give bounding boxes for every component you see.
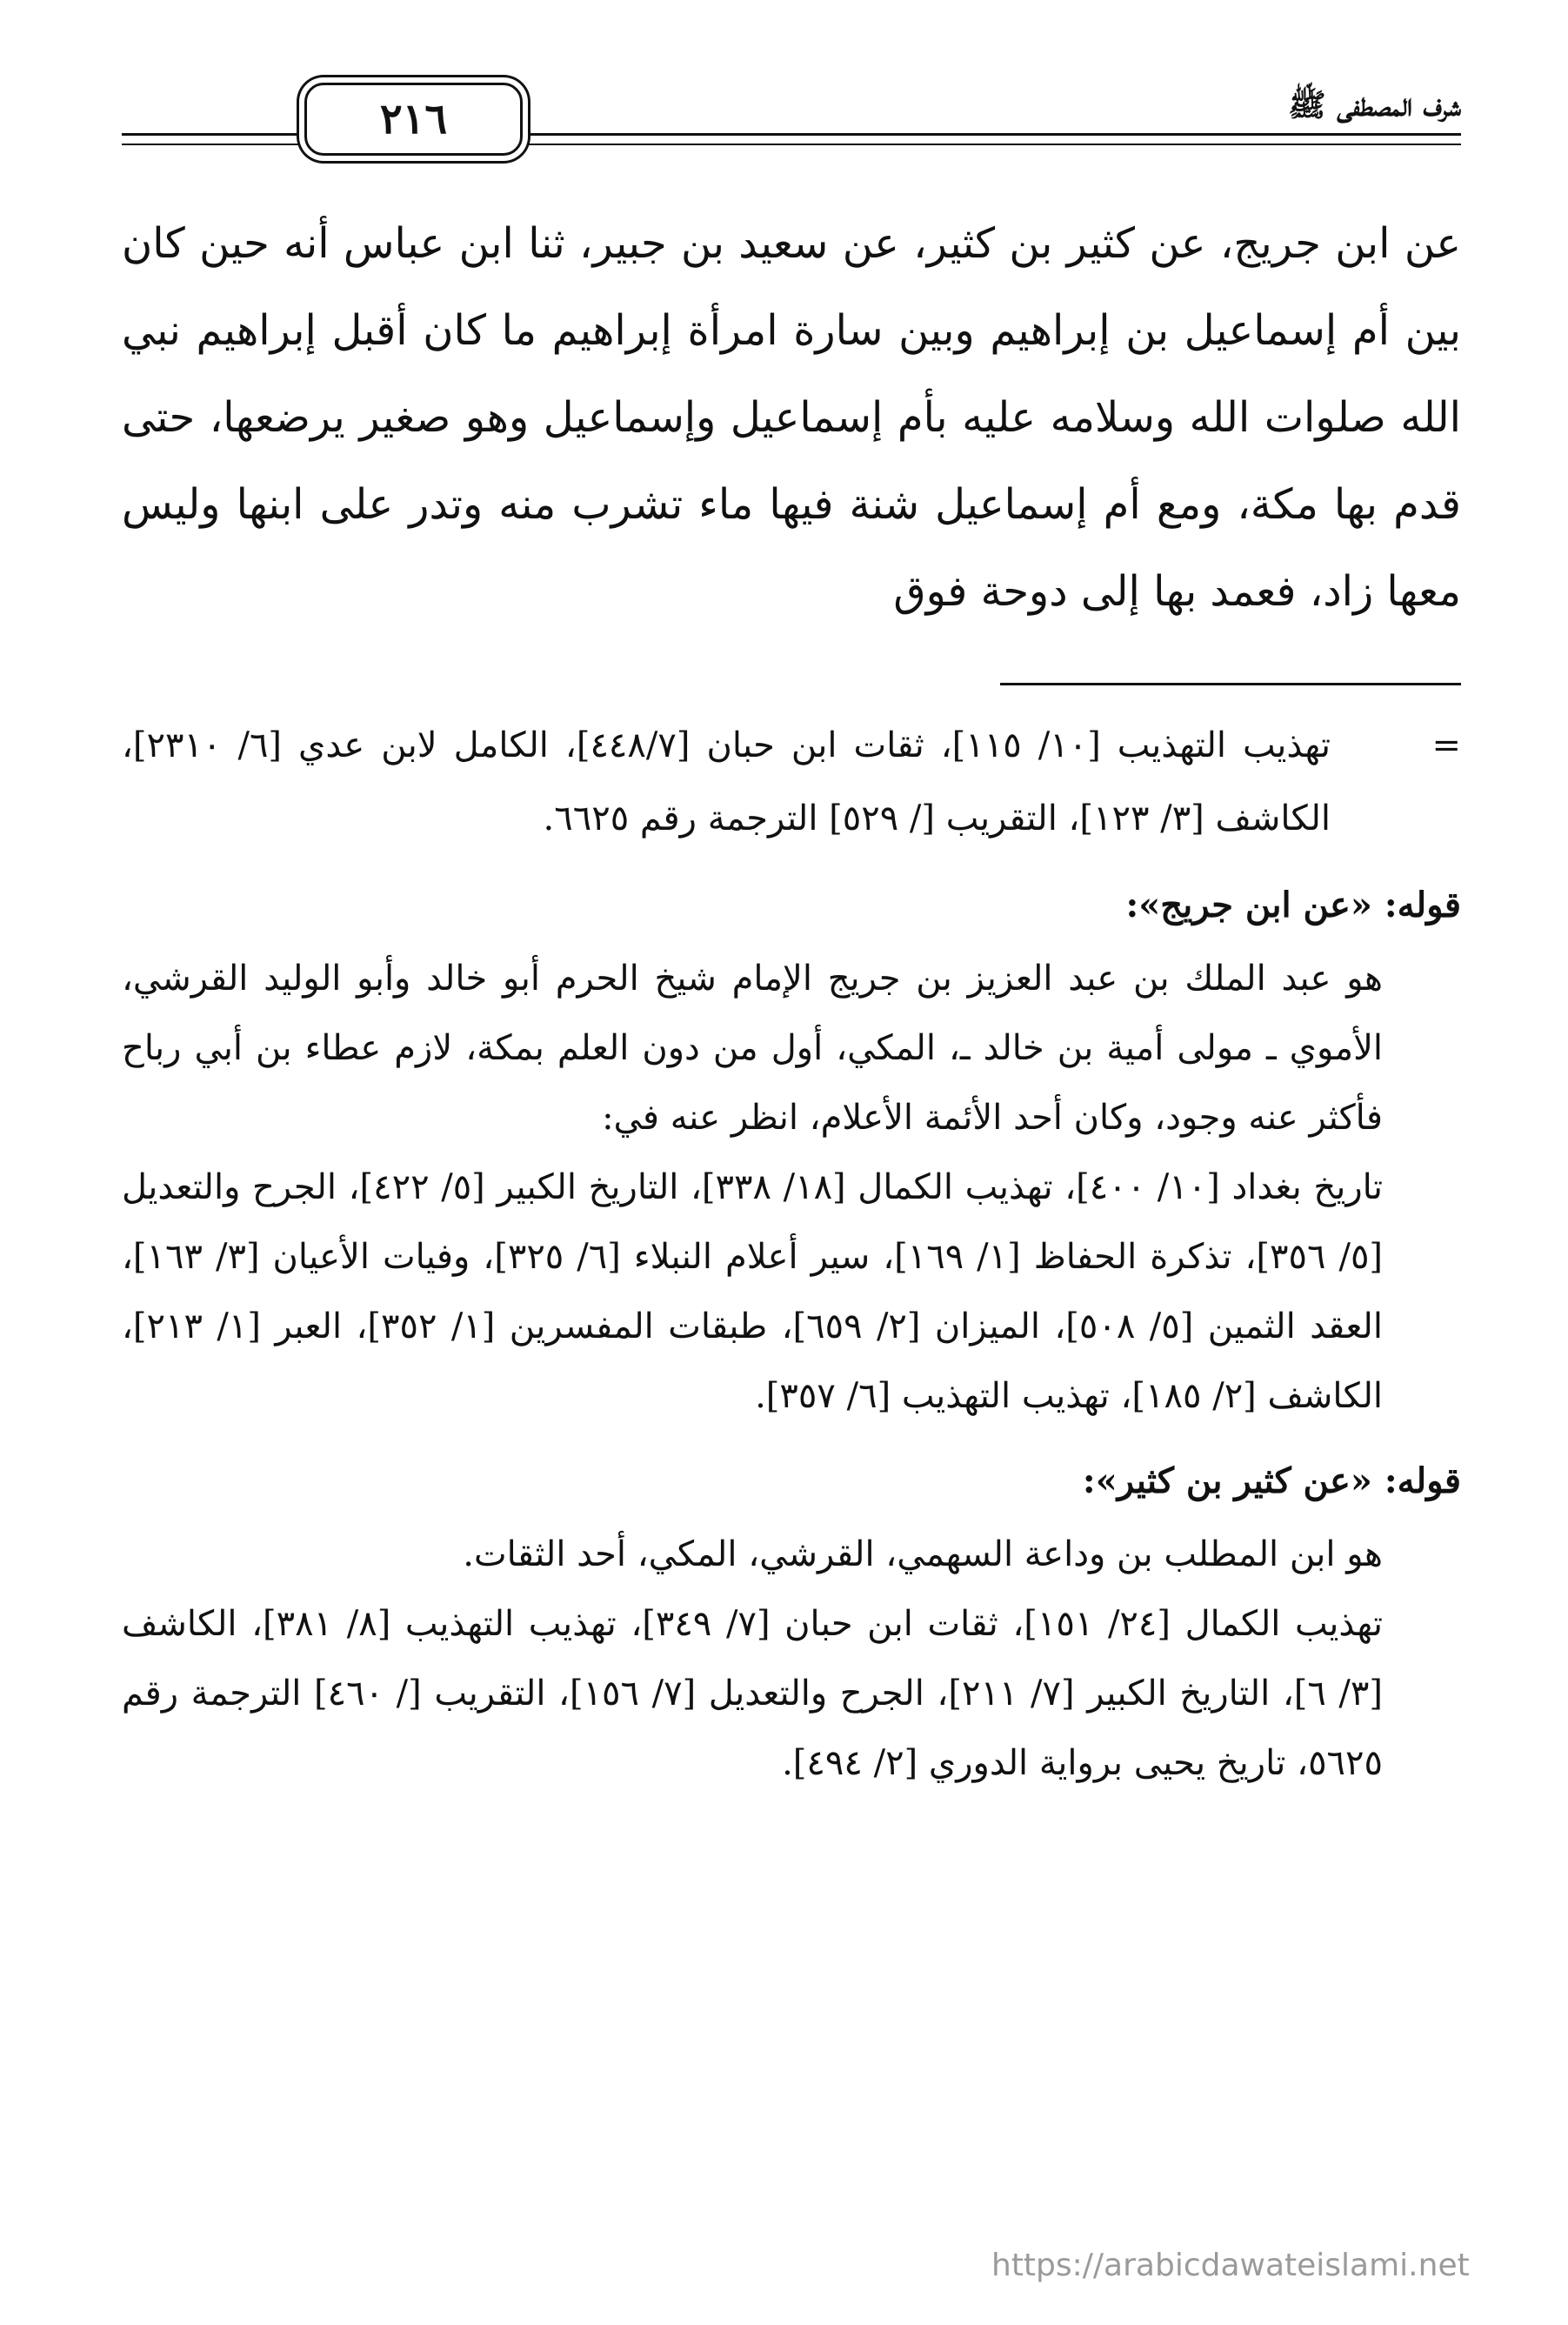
page-header: [122, 83, 1461, 161]
entry-label: قوله:: [1384, 885, 1461, 925]
entry-sources: تهذيب الكمال [٢٤/ ١٥١]، ثقات ابن حبان [٧/ ٣٤٩]، تهذيب التهذيب [٨/ ٣٨١]، الكاشف [٣/ ٦]، التاريخ الكبير [٧/ ٢١١]، الجرح والتعديل [٧/ ١٥٦]، التقريب [/ ٤٦٠] الترجمة رقم ٥٦٢٥، تاريخ يحيى برواية الدوري [٢/ ٤٩٤].: [122, 1604, 1384, 1783]
footnote-separator: [1000, 683, 1461, 685]
footnote-entry: [122, 1443, 1461, 1798]
footnote-continuation: [122, 709, 1461, 855]
entry-heading: [122, 1443, 1461, 1520]
entry-quote: «عن كثير بن كثير»:: [1082, 1460, 1372, 1501]
continuation-marker: =: [1431, 725, 1461, 765]
entry-quote: «عن ابن جريج»:: [1125, 885, 1372, 925]
main-text: عن ابن جريج، عن كثير بن كثير، عن سعيد بن جبير، ثنا ابن عباس أنه حين كان بين أم إسماعيل بن إبراهيم وبين سارة امرأة إبراهيم ما كان أقبل إبراهيم نبي الله صلوات الله وسلامه عليه بأم إسماعيل وإسماعيل وهو صغير يرضعها، حتى قدم بها مكة، ومع أم إسماعيل شنة فيها ماء تشرب منه وتدر على ابنها وليس معها زاد، فعمد بها إلى دوحة فوق: [122, 219, 1462, 616]
page-number: ٢١٦: [304, 83, 523, 156]
entry-label: قوله:: [1384, 1460, 1461, 1501]
footnote-entry: [122, 867, 1461, 1431]
footnotes: [122, 709, 1461, 1798]
watermark-url: https://arabicdawateislami.net: [991, 2248, 1470, 2283]
entry-paragraph: هو عبد الملك بن عبد العزيز بن جريج الإمام شيخ الحرم أبو خالد وأبو الوليد القرشي، الأموي ـ مولى أمية بن خالد ـ، المكي، أول من دون العلم بمكة، لازم عطاء بن أبي رباح فأكثر عنه وجود، وكان أحد الأئمة الأعلام، انظر عنه في:: [122, 959, 1383, 1138]
entry-heading: [122, 867, 1461, 944]
continuation-text: تهذيب التهذيب [١٠/ ١١٥]، ثقات ابن حبان [٤٤٨/٧]، الكامل لابن عدي [٦/ ٢٣١٠]، الكاشف [٣/ ١٢٣]، التقريب [/ ٥٢٩] الترجمة رقم ٦٦٢٥.: [122, 725, 1331, 838]
entry-sources: تاريخ بغداد [١٠/ ٤٠٠]، تهذيب الكمال [١٨/ ٣٣٨]، التاريخ الكبير [٥/ ٤٢٢]، الجرح والتعديل [٥/ ٣٥٦]، تذكرة الحفاظ [١/ ١٦٩]، سير أعلام النبلاء [٦/ ٣٢٥]، وفيات الأعيان [٣/ ١٦٣]، العقد الثمين [٥/ ٥٠٨]، الميزان [٢/ ٦٥٩]، طبقات المفسرين [١/ ٣٥٢]، العبر [١/ ٢١٣]، الكاشف [٢/ ١٨٥]، تهذيب التهذيب [٦/ ٣٥٧].: [122, 1167, 1384, 1416]
entry-paragraph: هو ابن المطلب بن وداعة السهمي، القرشي، المكي، أحد الثقات.: [463, 1534, 1383, 1574]
running-title: شرف المصطفى ﷺ: [1272, 86, 1461, 131]
